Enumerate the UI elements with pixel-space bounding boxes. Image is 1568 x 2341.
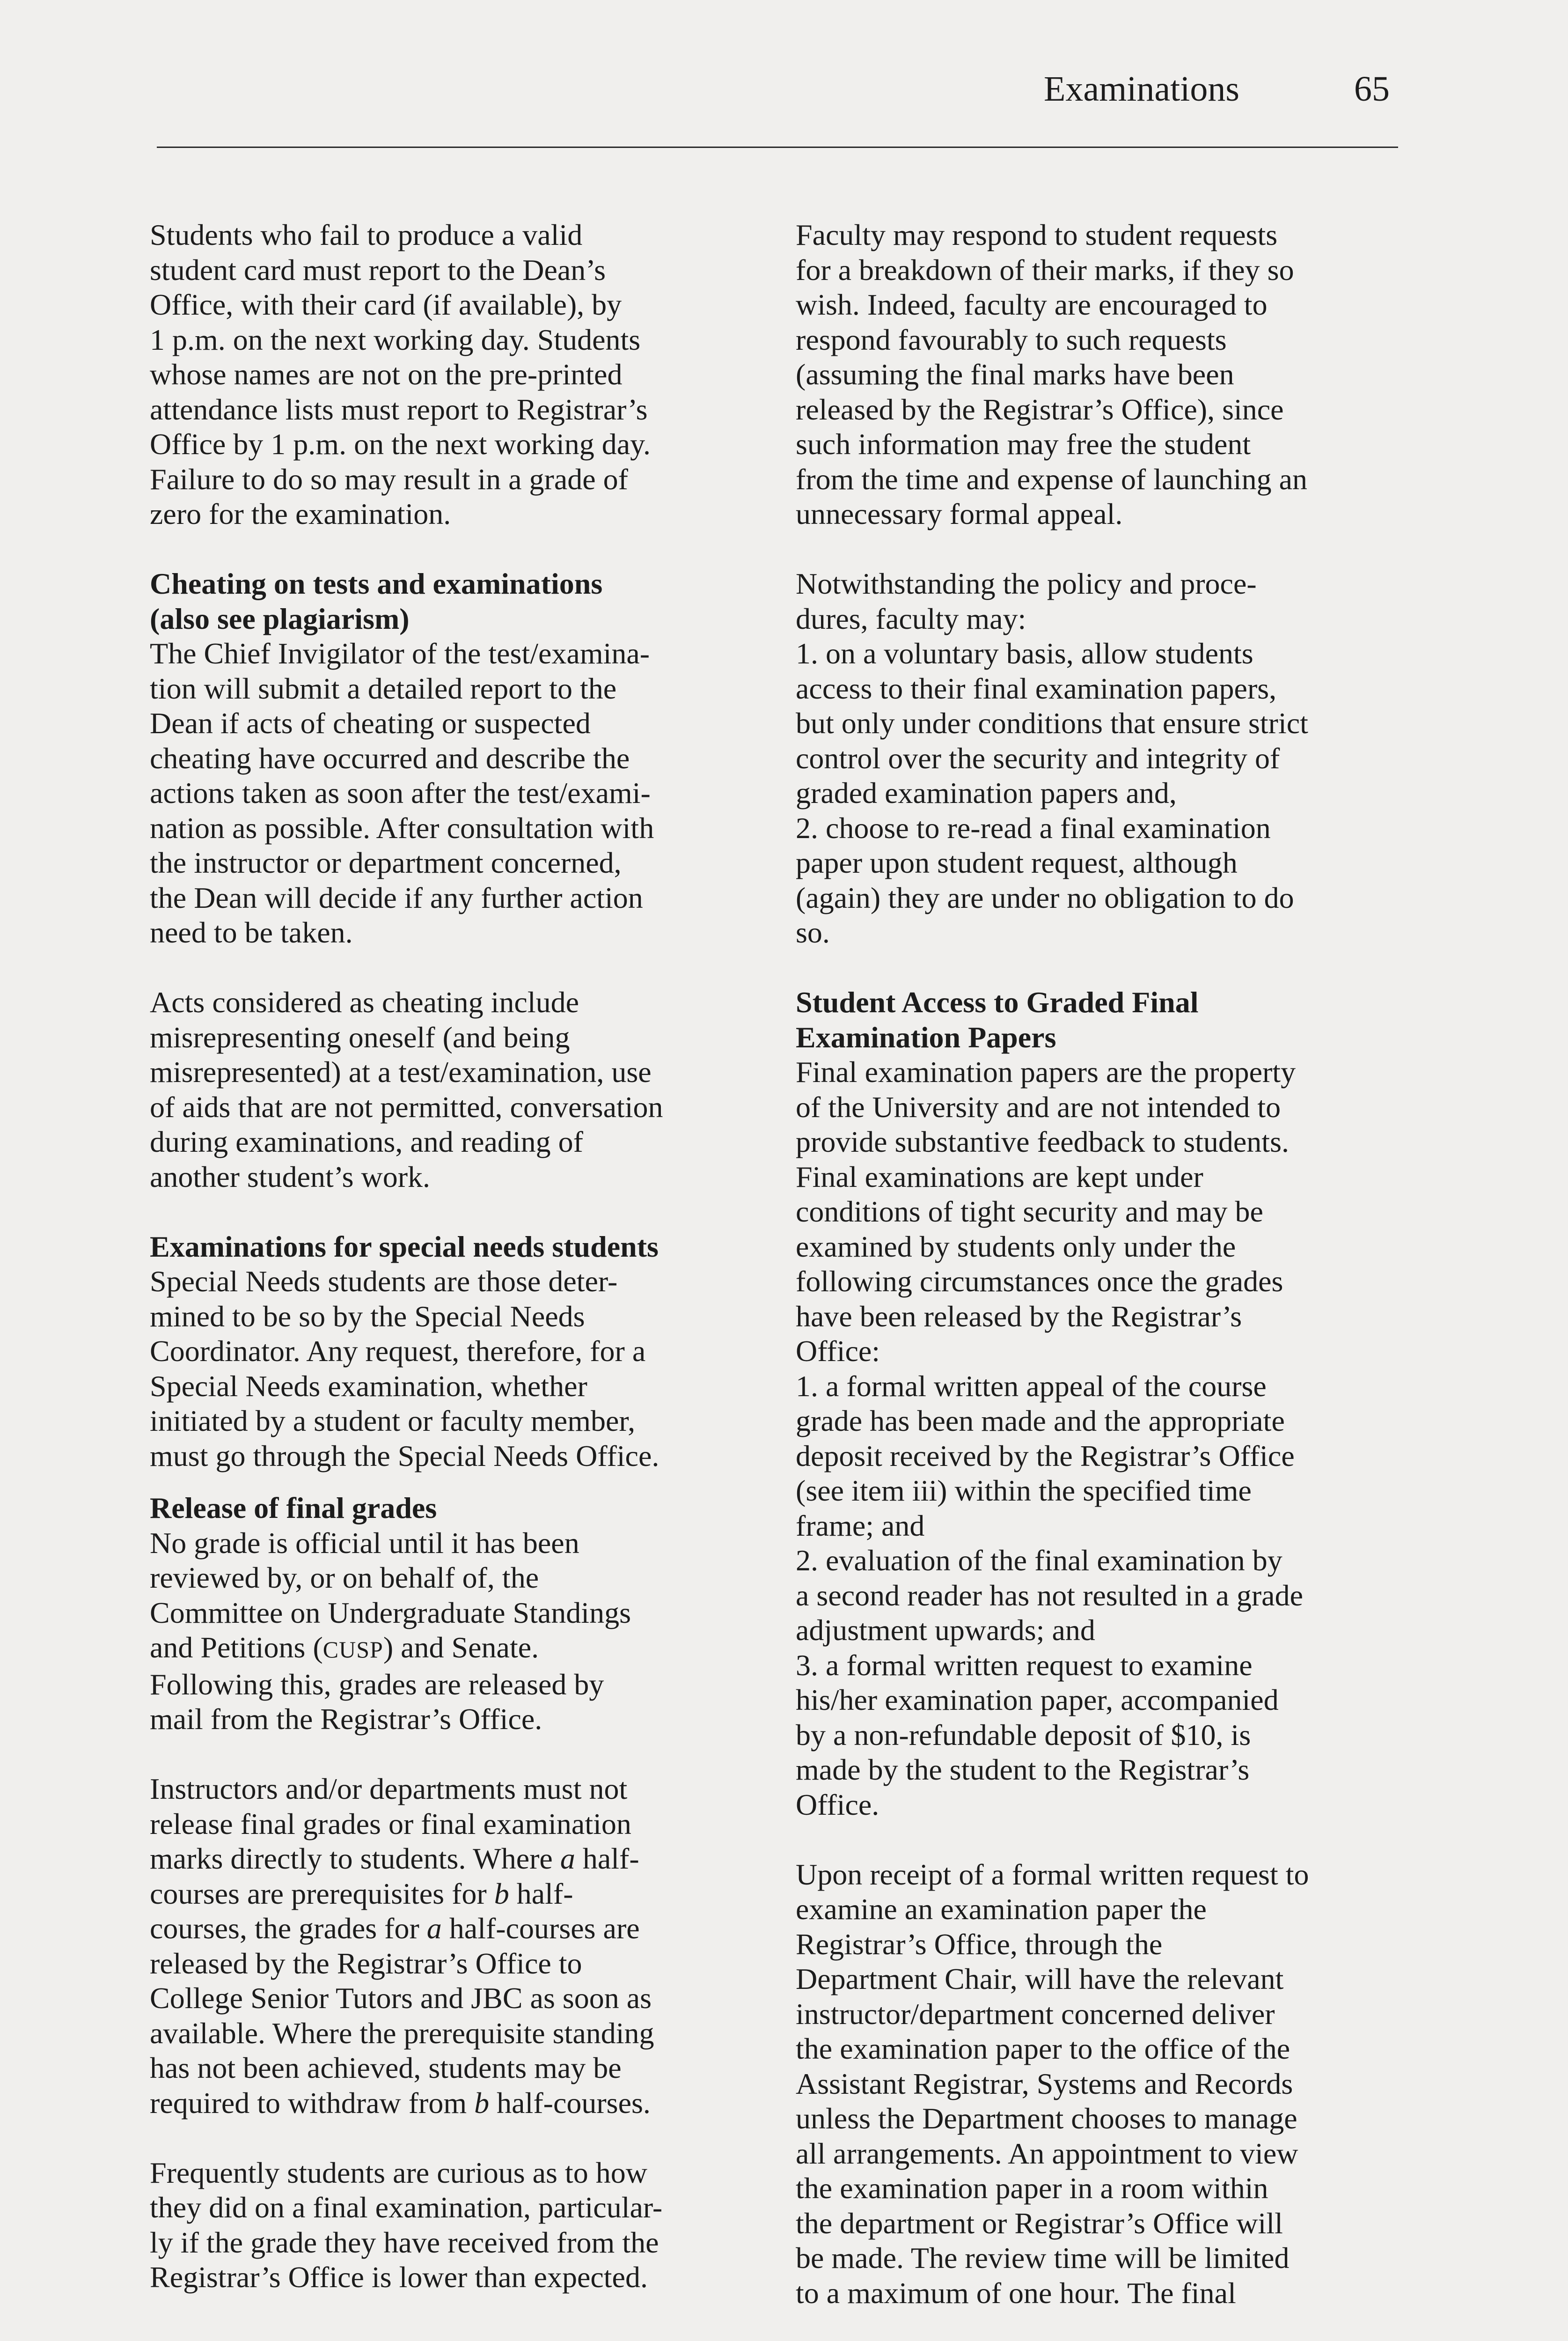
header-rule (157, 147, 1398, 148)
section-release-grades (150, 1491, 749, 1737)
text-line: dures, faculty may: (796, 602, 1026, 635)
text-line: provide substantive feedback to students. (796, 1125, 1289, 1158)
text-line: such information may free the student (796, 427, 1251, 461)
text-line: the Dean will decide if any further action (150, 881, 643, 914)
text-line (150, 1841, 749, 1877)
text-line (150, 2086, 749, 2121)
text-line: Special Needs examination, whether (150, 1369, 587, 1403)
text-line: all arrangements. An appointment to view (796, 2136, 1298, 2170)
text-line: initiated by a student or faculty member, (150, 1404, 636, 1437)
paragraph-instructors (150, 1772, 749, 2120)
text-line: need to be taken. (150, 916, 353, 949)
page-number: 65 (1354, 69, 1390, 109)
text-line: unless the Department chooses to manage (796, 2102, 1297, 2135)
text-line: (see item iii) within the specified time (796, 1474, 1252, 1507)
text-line: No grade is official until it has been (150, 1526, 579, 1560)
text-line: Office: (796, 1334, 880, 1368)
text-line: Department Chair, will have the relevant (796, 1962, 1284, 1995)
text-line: must go through the Special Needs Office. (150, 1439, 659, 1472)
text-fragment: half- (509, 1877, 573, 1910)
left-column (150, 218, 749, 2330)
section-heading-special-needs: Examinations for special needs students (150, 1229, 659, 1263)
text-line: be made. The review time will be limited (796, 2241, 1290, 2275)
text-line: release final grades or final examination (150, 1807, 631, 1840)
text-line: available. Where the prerequisite standing (150, 2016, 654, 2050)
text-line: paper upon student request, although (796, 846, 1238, 879)
text-line: whose names are not on the pre-printed (150, 358, 623, 391)
text-line: graded examination papers and, (796, 776, 1177, 810)
text-line (150, 1911, 749, 1946)
section-special-needs (150, 1229, 749, 1474)
text-line: Office. (796, 1788, 879, 1821)
text-line: Following this, grades are released by (150, 1667, 604, 1701)
list-item: 1. on a voluntary basis, allow students (796, 637, 1253, 670)
text-line: made by the student to the Registrar’s (796, 1753, 1250, 1786)
text-line: Registrar’s Office, through the (796, 1927, 1163, 1961)
text-line: for a breakdown of their marks, if they so (796, 253, 1294, 287)
text-line: frame; and (796, 1509, 925, 1542)
text-fragment: half-courses. (489, 2086, 651, 2120)
section-heading-student-access: Examination Papers (796, 1020, 1056, 1054)
text-line: to a maximum of one hour. The final (796, 2276, 1236, 2310)
text-line: student card must report to the Dean’s (150, 253, 606, 287)
section-student-access (796, 985, 1395, 1822)
text-line: conditions of tight security and may be (796, 1195, 1263, 1228)
text-line: has not been achieved, students may be (150, 2051, 622, 2084)
text-line: misrepresenting oneself (and being (150, 1020, 570, 1054)
text-line: cheating have occurred and describe the (150, 741, 630, 775)
text-line: (assuming the final marks have been (796, 358, 1234, 391)
text-line: wish. Indeed, faculty are encouraged to (796, 288, 1268, 321)
list-item: 2. choose to re-read a final examination (796, 811, 1271, 845)
text-line: the department or Registrar’s Office will (796, 2206, 1283, 2240)
paragraph-faculty (796, 218, 1395, 532)
italic-letter: a (426, 1912, 442, 1945)
text-line: Notwithstanding the policy and proce- (796, 567, 1257, 600)
text-line: by a non-refundable deposit of $10, is (796, 1718, 1251, 1752)
text-fragment: half- (575, 1842, 639, 1875)
text-line: tion will submit a detailed report to the (150, 671, 617, 705)
text-line: Students who fail to produce a valid (150, 218, 583, 251)
text-line: so. (796, 916, 830, 949)
text-line: mail from the Registrar’s Office. (150, 1702, 542, 1736)
text-line: Assistant Registrar, Systems and Records (796, 2067, 1293, 2100)
text-line: Final examinations are kept under (796, 1160, 1203, 1193)
section-cheating (150, 567, 749, 950)
text-line: attendance lists must report to Registrar’s (150, 392, 648, 426)
paragraph-frequently (150, 2156, 749, 2295)
text-line: Failure to do so may result in a grade of (150, 462, 628, 496)
text-line: Upon receipt of a formal written request to (796, 1857, 1309, 1891)
text-line: Registrar’s Office is lower than expected. (150, 2260, 648, 2294)
text-line: the examination paper in a room within (796, 2172, 1268, 2205)
section-heading-cheating: Cheating on tests and examinations (150, 567, 603, 600)
text-line: Coordinator. Any request, therefore, for a (150, 1334, 646, 1368)
italic-letter: b (474, 2086, 490, 2120)
text-line: Special Needs students are those deter- (150, 1265, 618, 1298)
text-line: a second reader has not resulted in a grade (796, 1578, 1303, 1612)
text-line: reviewed by, or on behalf of, the (150, 1561, 539, 1594)
text-line: Committee on Undergraduate Standings (150, 1596, 631, 1629)
text-line: zero for the examination. (150, 497, 451, 530)
text-line (150, 1877, 749, 1912)
text-line: deposit received by the Registrar’s Office (796, 1439, 1295, 1472)
text-line: examined by students only under the (796, 1229, 1236, 1263)
text-line: 1 p.m. on the next working day. Students (150, 323, 641, 356)
text-line: Office by 1 p.m. on the next working day. (150, 427, 651, 461)
text-line: released by the Registrar’s Office to (150, 1946, 582, 1980)
text-line: but only under conditions that ensure strict (796, 707, 1308, 740)
text-line: of aids that are not permitted, conversation (150, 1090, 663, 1124)
paragraph-upon-receipt (796, 1857, 1395, 2311)
text-line: Acts considered as cheating include (150, 986, 579, 1019)
text-fragment: and Petitions ( (150, 1631, 323, 1664)
text-line: the examination paper to the office of the (796, 2032, 1290, 2065)
text-line (150, 1630, 749, 1667)
section-heading-student-access: Student Access to Graded Final (796, 986, 1199, 1019)
text-fragment: ) and Senate. (383, 1631, 539, 1664)
text-fragment: courses, the grades for (150, 1912, 427, 1945)
text-line: misrepresented) at a test/examination, use (150, 1055, 652, 1089)
text-fragment: courses are prerequisites for (150, 1877, 494, 1910)
text-line: actions taken as soon after the test/exami- (150, 776, 651, 810)
italic-letter: a (560, 1842, 575, 1875)
list-item: 1. a formal written appeal of the course (796, 1369, 1267, 1403)
text-line: grade has been made and the appropriate (796, 1404, 1285, 1437)
text-line: the instructor or department concerned, (150, 846, 622, 879)
text-fragment: required to withdraw from (150, 2086, 475, 2120)
text-line: instructor/department concerned deliver (796, 1997, 1275, 2031)
text-line: mined to be so by the Special Needs (150, 1299, 585, 1333)
text-line: during examinations, and reading of (150, 1125, 583, 1158)
italic-letter: b (494, 1877, 509, 1910)
text-line: ly if the grade they have received from the (150, 2225, 659, 2259)
paragraph-notwithstanding (796, 567, 1395, 950)
text-line: Frequently students are curious as to how (150, 2156, 647, 2189)
text-line: The Chief Invigilator of the test/examina- (150, 637, 650, 670)
text-line: his/her examination paper, accompanied (796, 1683, 1279, 1716)
text-line: access to their final examination papers, (796, 671, 1277, 705)
text-line: following circumstances once the grades (796, 1265, 1283, 1298)
right-column (796, 218, 1395, 2341)
text-line: Office, with their card (if available), by (150, 288, 622, 321)
text-line: they did on a final examination, particular- (150, 2191, 663, 2224)
text-line: Instructors and/or departments must not (150, 1772, 628, 1805)
text-line: unnecessary formal appeal. (796, 497, 1123, 530)
text-line: College Senior Tutors and JBC as soon as (150, 1981, 652, 2015)
list-item: 3. a formal written request to examine (796, 1648, 1253, 1682)
text-line: Faculty may respond to student requests (796, 218, 1278, 251)
text-line: (again) they are under no obligation to do (796, 881, 1294, 914)
running-header-title: Examinations (1044, 69, 1239, 109)
text-line: nation as possible. After consultation with (150, 811, 654, 845)
paragraph-student-card (150, 218, 749, 532)
text-line: Final examination papers are the property (796, 1055, 1296, 1089)
list-item: 2. evaluation of the final examination by (796, 1544, 1282, 1577)
text-line: control over the security and integrity of (796, 741, 1280, 775)
text-fragment: marks directly to students. Where (150, 1842, 560, 1875)
text-line: released by the Registrar’s Office), since (796, 392, 1284, 426)
section-heading-cheating: (also see plagiarism) (150, 602, 410, 635)
text-line: of the University and are not intended to (796, 1090, 1281, 1124)
text-line: another student’s work. (150, 1160, 430, 1193)
section-heading-release-grades: Release of final grades (150, 1491, 437, 1524)
paragraph-acts-of-cheating (150, 985, 749, 1194)
text-line: from the time and expense of launching an (796, 462, 1307, 496)
text-line: have been released by the Registrar’s (796, 1299, 1242, 1333)
text-fragment: half-courses are (441, 1912, 640, 1945)
text-line: adjustment upwards; and (796, 1613, 1095, 1647)
text-line: respond favourably to such requests (796, 323, 1227, 356)
text-line: Dean if acts of cheating or suspected (150, 707, 591, 740)
abbreviation-cusp: CUSP (322, 1636, 383, 1663)
text-line: examine an examination paper the (796, 1892, 1207, 1926)
